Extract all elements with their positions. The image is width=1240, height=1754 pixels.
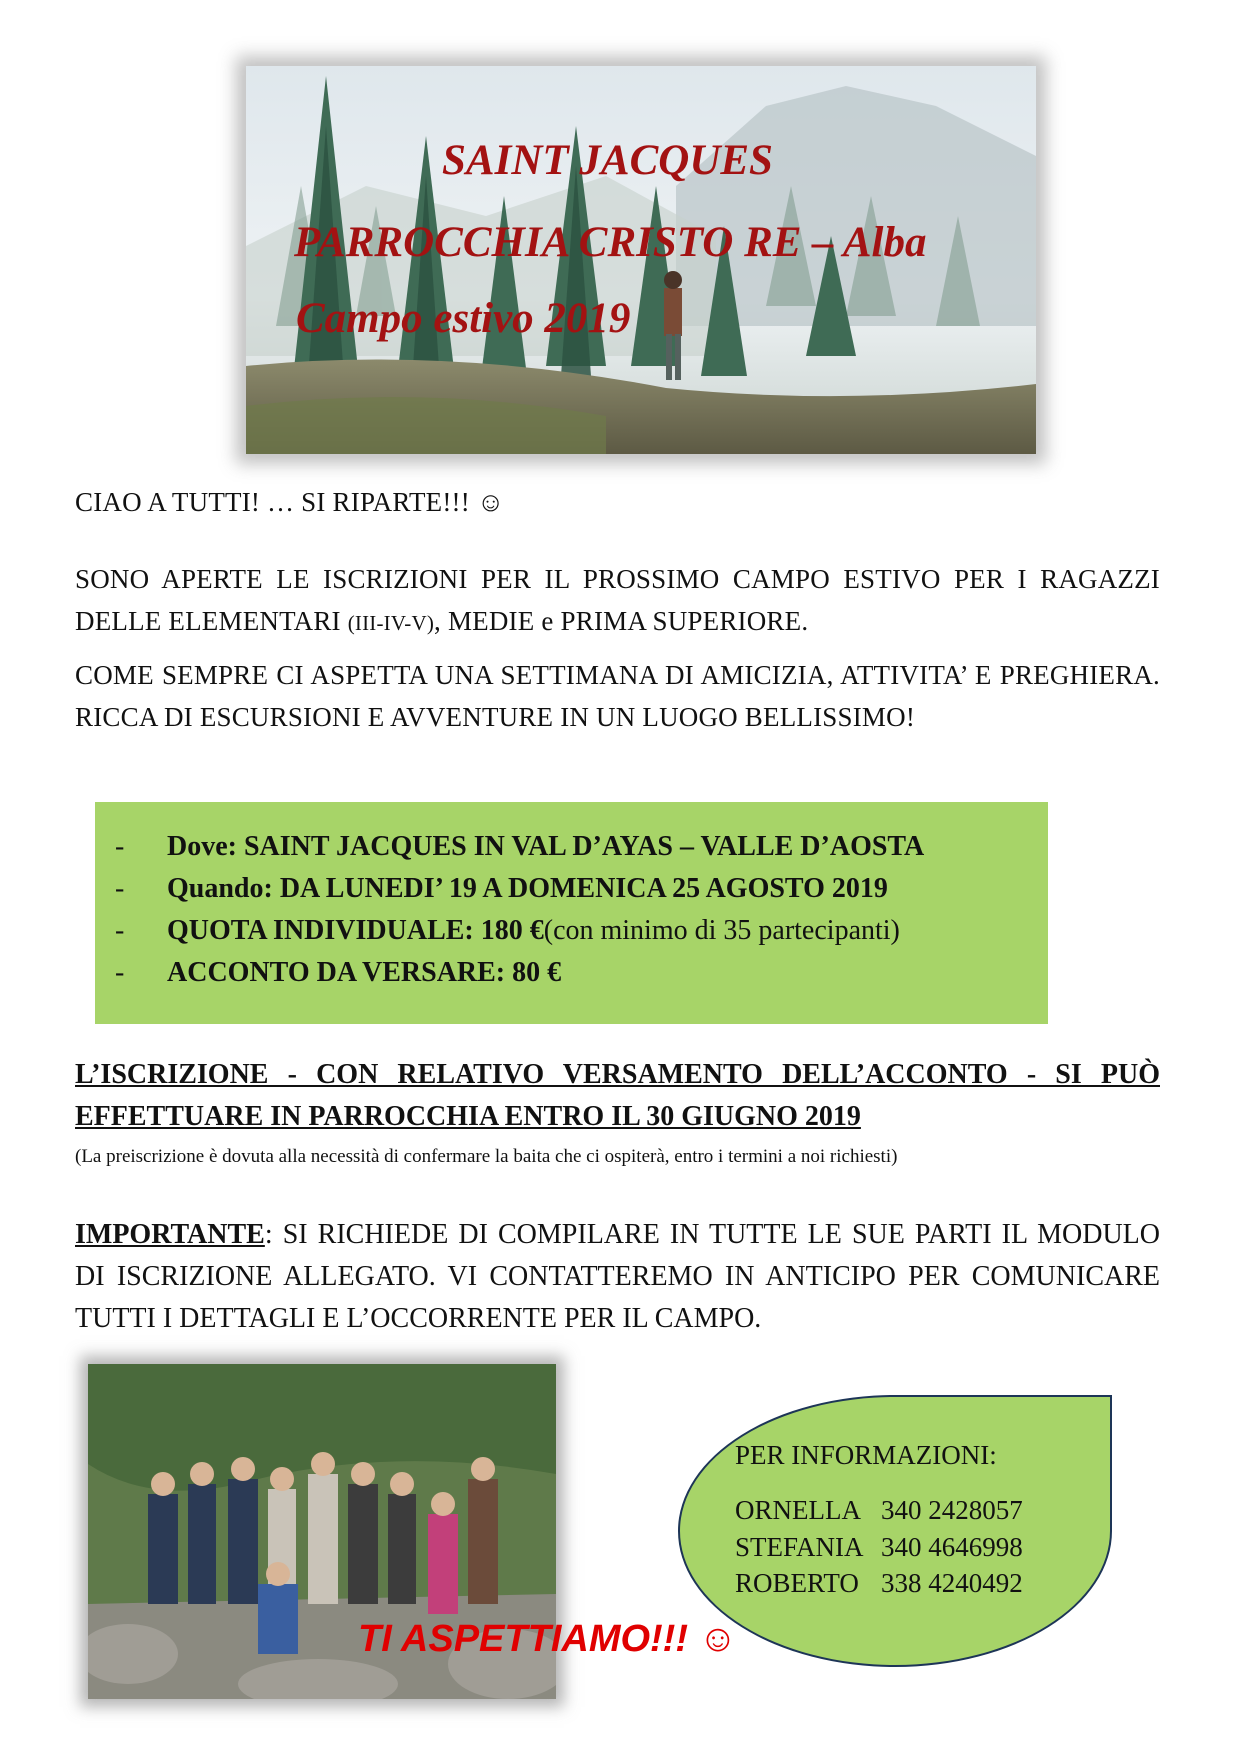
detail-when: - Quando: DA LUNEDI’ 19 A DOMENICA 25 AGOSTO 2019 xyxy=(115,873,888,904)
intro-grades: (III-IV-V) xyxy=(347,611,435,635)
contacts-title: PER INFORMAZIONI: xyxy=(735,1440,997,1470)
contact-stefania: STEFANIA 340 4646998 xyxy=(735,1532,1023,1562)
detail-fee: - QUOTA INDIVIDUALE: 180 € (con minimo di 35 partecipanti) xyxy=(115,910,924,952)
intro-text-part1: SONO APERTE LE ISCRIZIONI PER IL PROSSIMO CAMPO ESTIVO PER I RAGAZZI DELLE ELEMENTARI xyxy=(75,564,1160,636)
detail-where: - Dove: SAINT JACQUES IN VAL D’AYAS – VALLE D’AOSTA xyxy=(115,831,925,862)
intro-text-part2: , MEDIE e PRIMA SUPERIORE. xyxy=(434,606,809,636)
closing-message: TI ASPETTIAMO!!! ☺ xyxy=(358,1618,738,1660)
contact-roberto: ROBERTO 338 4240492 xyxy=(735,1568,1023,1598)
contact-ornella: ORNELLA 340 2428057 xyxy=(735,1495,1023,1525)
important-keyword: IMPORTANTE xyxy=(75,1219,265,1250)
important-notice xyxy=(75,1214,1160,1340)
contact-phone[interactable]: 338 4240492 xyxy=(881,1568,1023,1598)
contact-phone[interactable]: 340 2428057 xyxy=(881,1495,1023,1525)
description-paragraph: COME SEMPRE CI ASPETTA UNA SETTIMANA DI AMICIZIA, ATTIVITA’ E PREGHIERA. RICCA DI ESCURSIONI E AVVENTURE IN UN LUOGO BELLISSIMO! xyxy=(75,660,1160,732)
enrollment-note: (La preiscrizione è dovuta alla necessità di confermare la baita che ci ospiterà, entro i termini a noi richiesti) xyxy=(75,1146,898,1167)
details-list xyxy=(115,826,924,994)
detail-deposit: - ACCONTO DA VERSARE: 80 € xyxy=(115,957,562,988)
banner-title-parish: PARROCCHIA CRISTO RE – Alba xyxy=(294,219,927,266)
banner-title-camp: Campo estivo 2019 xyxy=(296,295,631,342)
enrollment-notice: L’ISCRIZIONE - CON RELATIVO VERSAMENTO DELL’ACCONTO - SI PUÒ EFFETTUARE IN PARROCCHIA ENTRO IL 30 GIUGNO 2019 xyxy=(75,1059,1160,1132)
contact-bubble xyxy=(678,1395,1112,1667)
important-text: : SI RICHIEDE DI COMPILARE IN TUTTE LE SUE PARTI IL MODULO DI ISCRIZIONE ALLEGATO. VI CONTATTEREMO IN ANTICIPO PER COMUNICARE TUTTI I DETTAGLI E L’OCCORRENTE PER IL CAMPO. xyxy=(75,1219,1160,1334)
intro-paragraph xyxy=(75,558,1160,644)
contact-phone[interactable]: 340 4646998 xyxy=(881,1532,1023,1562)
banner-title-place: SAINT JACQUES xyxy=(442,137,773,184)
details-box xyxy=(95,802,1048,1024)
header-banner xyxy=(246,66,1036,454)
greeting-text: CIAO A TUTTI! … SI RIPARTE!!! ☺ xyxy=(75,487,505,517)
fee-note: (con minimo di 35 partecipanti) xyxy=(543,915,900,946)
